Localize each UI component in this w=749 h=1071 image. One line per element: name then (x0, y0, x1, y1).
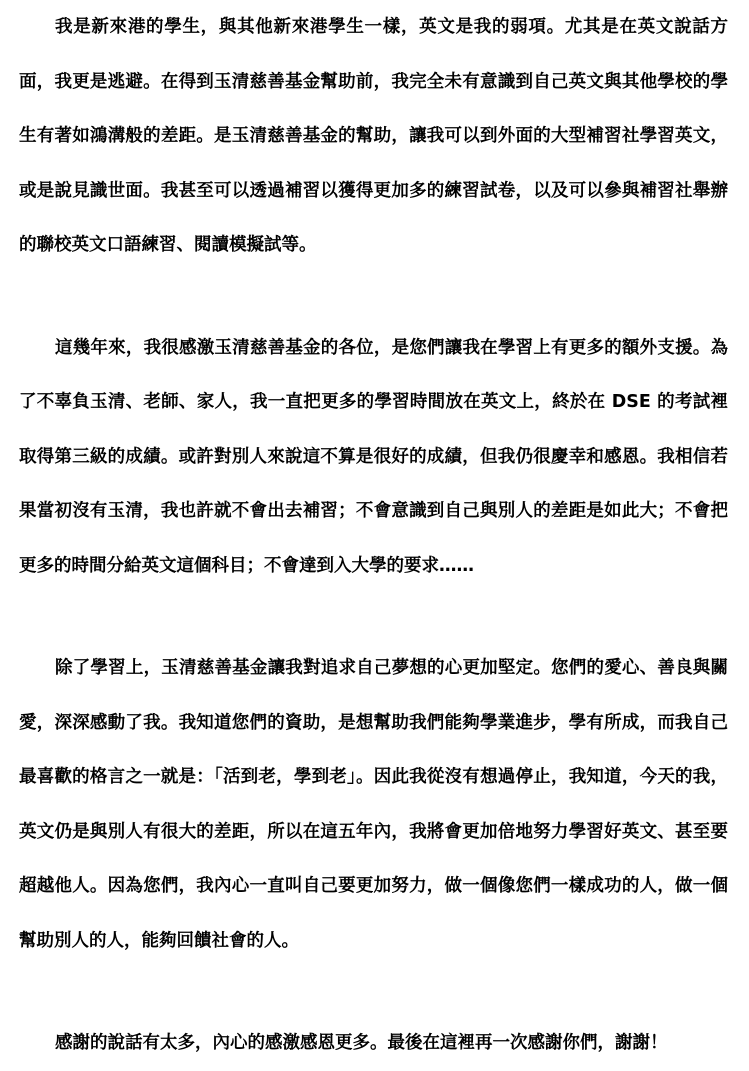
paragraph-dream-motto: 除了學習上，玉清慈善基金讓我對追求自己夢想的心更加堅定。您們的愛心、善良與關愛，深深感動了我。我知道您們的資助，是想幫助我們能夠學業進步，學有所成，而我自己最喜歡的格言之一就是：「活到老，學到老」。因此我從沒有想過停止，我知道，今天的我，英文仍是與別人有很大的差距，所以在這五年內，我將會更加倍地努力學習好英文、甚至要超越他人。因為您們，我內心一直叫自己要更加努力，做一個像您們一樣成功的人，做一個幫助別人的人，能夠回饋社會的人。 (19, 658, 728, 951)
paragraph-gratitude-dse: 這幾年來，我很感激玉清慈善基金的各位，是您們讓我在學習上有更多的額外支援。為了不辜負玉清、老師、家人，我一直把更多的學習時間放在英文上，終於在 DSE 的考試裡取得第三級的成績。或許對別人來說這不算是很好的成績，但我仍很慶幸和感恩。我相信若果當初沒有玉清，我也許就不會出去補習；不會意識到自己與別人的差距是如此大；不會把更多的時間分給英文這個科目；不會達到入大學的要求…… (19, 337, 728, 576)
paragraph-newcomer-english: 我是新來港的學生，與其他新來港學生一樣，英文是我的弱項。尤其是在英文說話方面，我更是逃避。在得到玉清慈善基金幫助前，我完全未有意識到自己英文與其他學校的學生有著如鴻溝般的差距。是玉清慈善基金的幫助，讓我可以到外面的大型補習社學習英文，或是說見識世面。我甚至可以透過補習以獲得更加多的練習試卷，以及可以參與補習社舉辦的聯校英文口語練習、閱讀模擬試等。 (19, 17, 728, 255)
paragraph-closing-thanks: 感謝的說話有太多，內心的感激感恩更多。最後在這裡再一次感謝你們，謝謝！ (55, 1033, 668, 1053)
